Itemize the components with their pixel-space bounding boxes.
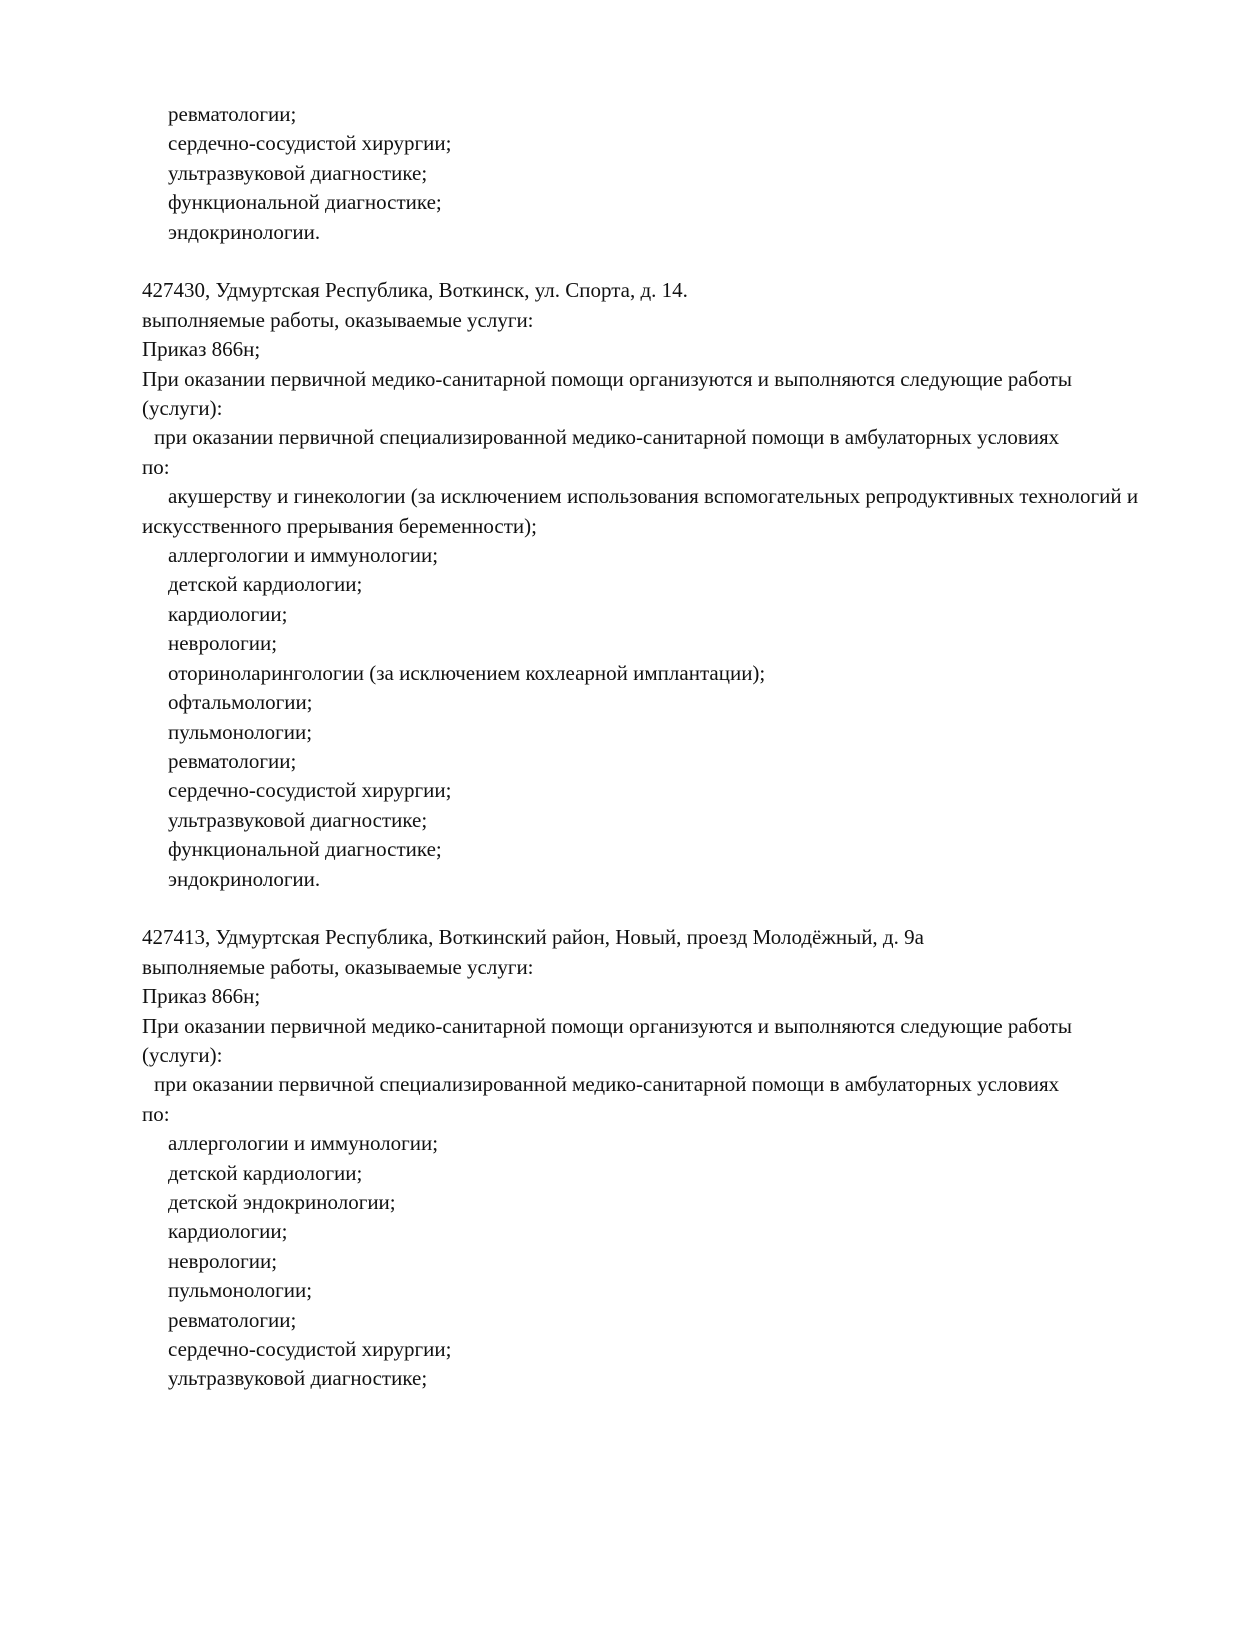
paragraph-gap — [142, 247, 1152, 276]
paragraph-gap — [142, 894, 1152, 923]
list-item: неврологии; — [168, 631, 278, 656]
list-item: детской кардиологии; — [168, 1160, 363, 1185]
sub-heading-text: при оказании первичной специализированной медико-санитарной помощи в амбулаторных условиях по: — [142, 1072, 1060, 1126]
list-item: эндокринологии. — [168, 219, 321, 244]
list-item: кардиологии; — [168, 1219, 288, 1244]
list-item: эндокринологии. — [168, 866, 321, 891]
sub-heading-text: при оказании первичной специализированной медико-санитарной помощи в амбулаторных условиях по: — [142, 425, 1060, 479]
services-list-2 — [142, 1129, 1152, 1394]
section-address-2 — [142, 923, 1152, 1394]
list-item: кардиологии; — [168, 601, 288, 626]
works-label: выполняемые работы, оказываемые услуги: — [142, 954, 534, 979]
list-item: сердечно-сосудистой хирургии; — [168, 1337, 452, 1362]
document-body — [142, 100, 1152, 1394]
list-item: ультразвуковой диагностике; — [168, 160, 428, 185]
list-item: аллергологии и иммунологии; — [168, 543, 439, 568]
list-item: детской эндокринологии; — [168, 1190, 396, 1214]
list-item: сердечно-сосудистой хирургии; — [168, 131, 452, 156]
sub-heading — [142, 1070, 1082, 1129]
list-item: аллергологии и иммунологии; — [168, 1131, 439, 1156]
list-item: пульмонологии; — [168, 1278, 313, 1303]
list-item: ультразвуковой диагностике; — [168, 1366, 428, 1391]
address: 427413, Удмуртская Республика, Воткинский район, Новый, проезд Молодёжный, д. 9а — [142, 925, 924, 950]
section-address-1 — [142, 276, 1152, 894]
order-reference: Приказ 866н; — [142, 984, 261, 1009]
list-item: ревматологии; — [168, 102, 297, 126]
list-item: оториноларингологии (за исключением кохлеарной имплантации); — [168, 660, 766, 685]
order-reference: Приказ 866н; — [142, 337, 261, 362]
sub-heading — [142, 423, 1082, 482]
intro-paragraph: При оказании первичной медико-санитарной помощи организуются и выполняются следующие работы (услуги): — [142, 366, 1072, 421]
intro-list — [142, 100, 1152, 247]
list-item: пульмонологии; — [168, 719, 313, 744]
works-label: выполняемые работы, оказываемые услуги: — [142, 307, 534, 332]
list-item: неврологии; — [168, 1248, 278, 1273]
list-item: ревматологии; — [168, 748, 297, 773]
services-list-1 — [142, 482, 1152, 894]
list-item: ультразвуковой диагностике; — [168, 807, 428, 832]
list-item: ревматологии; — [168, 1307, 297, 1332]
list-item: акушерству и гинекологии (за исключением использования вспомогательных репродуктивных технологий и искусственного прерывания беременности); — [142, 484, 1139, 538]
address: 427430, Удмуртская Республика, Воткинск, ул. Спорта, д. 14. — [142, 278, 688, 303]
list-item: офтальмологии; — [168, 690, 313, 715]
list-item: детской кардиологии; — [168, 572, 363, 597]
list-item: функциональной диагностике; — [168, 190, 442, 215]
list-item: сердечно-сосудистой хирургии; — [168, 778, 452, 803]
list-item: функциональной диагностике; — [168, 837, 442, 862]
intro-paragraph: При оказании первичной медико-санитарной помощи организуются и выполняются следующие работы (услуги): — [142, 1013, 1072, 1067]
